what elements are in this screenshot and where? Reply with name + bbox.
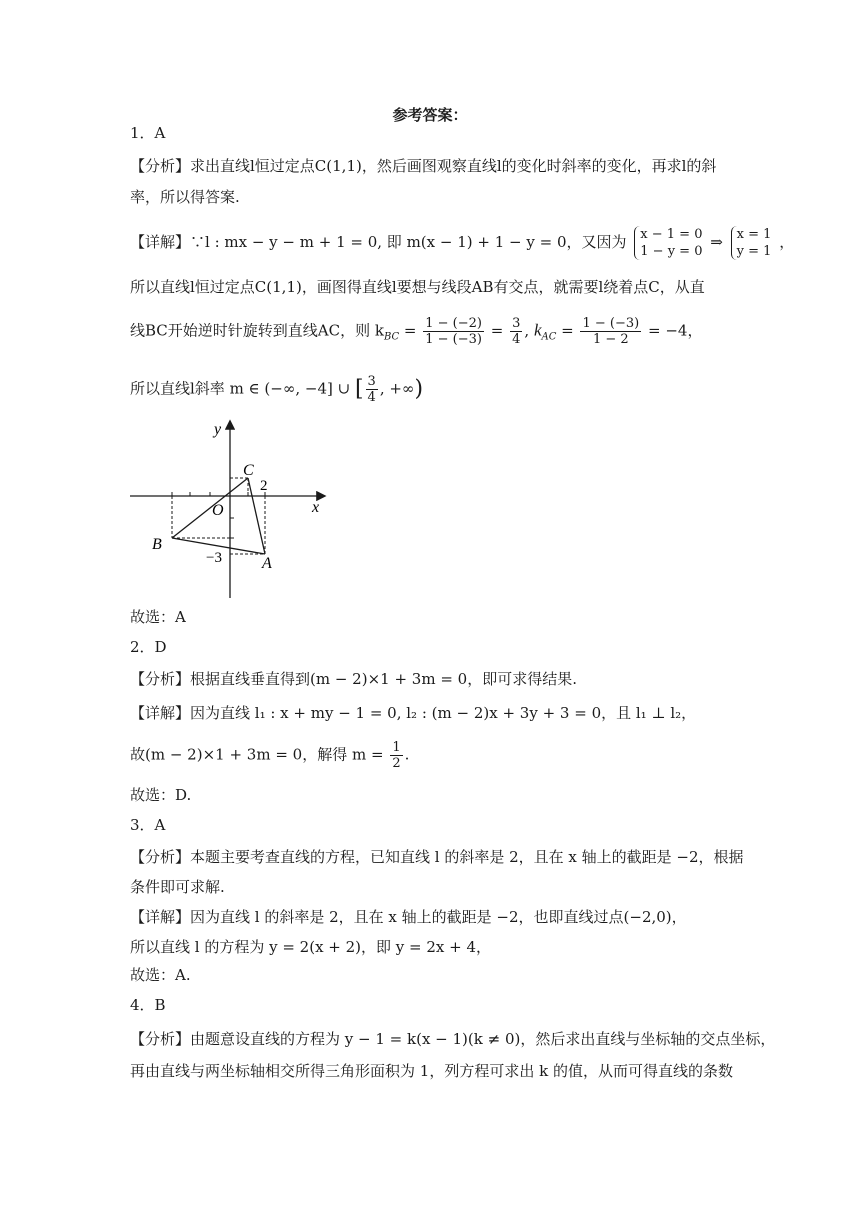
- kac-fraction: [580, 316, 641, 347]
- kbc-numerator: 1 − (−2): [425, 316, 482, 331]
- q1-range-text: 所以直线l斜率 m ∈ (−∞, −4] ∪: [130, 379, 355, 398]
- q2-solve-text: 故(m − 2)×1 + 3m = 0，解得 m =: [130, 745, 384, 764]
- kac-numerator: 1 − (−3): [582, 316, 640, 331]
- m-fraction: [390, 740, 402, 771]
- q3-number: 3．A: [130, 816, 166, 834]
- kbc-denominator: 1 − (−3): [425, 332, 482, 347]
- q1-analysis: 【分析】求出直线l恒过定点C(1,1)，然后画图观察直线l的变化时斜率的变化，再求l的斜: [130, 157, 717, 175]
- label-two: 2: [260, 478, 268, 494]
- label-c: C: [243, 462, 254, 479]
- range-den: 4: [367, 390, 376, 405]
- q2-answer: 故选：D.: [130, 786, 192, 804]
- q1-slope-intro: 线BC开始逆时针旋转到直线AC，则 k: [130, 321, 384, 340]
- q2-detail: 【详解】因为直线 l₁ : x + my − 1 = 0, l₂ : (m − 2)x + 3y + 3 = 0，且 l₁ ⊥ l₂，: [130, 704, 697, 722]
- implies-symbol: ⇒: [710, 233, 723, 251]
- equation-system-1: [634, 226, 702, 260]
- q4-analysis: 【分析】由题意设直线的方程为 y − 1 = k(x − 1)(k ≠ 0)，然后求出直线与坐标轴的交点坐标，: [130, 1030, 776, 1048]
- kac-value: = −4，: [648, 321, 703, 340]
- q4-number: 4．B: [130, 996, 166, 1014]
- q3-detail: 【详解】因为直线 l 的斜率是 2，且在 x 轴上的截距是 −2，也即直线过点(−2,0)，: [130, 908, 687, 926]
- q1-detail-line2: 所以直线l恒过定点C(1,1)，画图得直线l要想与线段AB有交点，就需要l绕着点C，从直: [130, 278, 705, 296]
- label-y: y: [214, 421, 222, 438]
- q3-detail-line2: 所以直线 l 的方程为 y = 2(x + 2)，即 y = 2x + 4，: [130, 938, 492, 956]
- label-b: B: [152, 536, 162, 553]
- label-a: A: [262, 555, 272, 572]
- label-neg3: −3: [206, 550, 222, 566]
- segment-bc: [172, 478, 248, 538]
- page-title: 参考答案：: [392, 106, 468, 124]
- q1-detail-line4: 所以直线l斜率 m ∈ (−∞, −4] ∪ [ $\frac{3}{4}$ , +∞): [130, 374, 424, 405]
- q1-number: 1．A: [130, 124, 166, 142]
- q3-answer: 故选：A.: [130, 966, 191, 984]
- comma: ，: [779, 233, 795, 251]
- label-o: O: [212, 502, 224, 519]
- kbc-fraction: [423, 316, 484, 347]
- m-numerator: 1: [392, 740, 401, 755]
- label-x: x: [312, 499, 320, 516]
- sys1-eq-a: x − 1 = 0: [640, 227, 703, 242]
- sys2-eq-a: x = 1: [736, 227, 772, 242]
- sys1-eq-b: 1 − y = 0: [640, 244, 703, 259]
- range-tail: , +∞: [379, 379, 415, 398]
- q2-detail-line2: 故(m − 2)×1 + 3m = 0，解得 m = $\frac{1}{2}$ .: [130, 740, 410, 771]
- sys2-eq-b: y = 1: [736, 244, 772, 259]
- q1-analysis-cont: 率，所以得答案.: [130, 188, 240, 206]
- m-denominator: 2: [392, 756, 401, 771]
- q2-analysis: 【分析】根据直线垂直得到(m − 2)×1 + 3m = 0，即可求得结果.: [130, 670, 577, 688]
- kbc-value-num: 3: [512, 316, 521, 331]
- q1-detail-text: 【详解】∵l : mx − y − m + 1 = 0, 即 m(x − 1) + 1 − y = 0，又因为: [130, 233, 627, 251]
- kbc-value: [510, 316, 522, 347]
- kbc-value-den: 4: [512, 332, 521, 347]
- q1-answer: 故选：A: [130, 608, 186, 626]
- q4-analysis-cont: 再由直线与两坐标轴相交所得三角形面积为 1，列方程可求出 k 的值，从而可得直线的条数: [130, 1062, 733, 1080]
- kac-denominator: 1 − 2: [592, 332, 629, 347]
- range-fraction: [366, 374, 378, 405]
- q1-detail-line1: [130, 226, 795, 260]
- q1-detail-line3: 线BC开始逆时针旋转到直线AC，则 $k_{BC}$ = $\frac{1 - (-2)}{1 - (-3)}$ = $\frac{3}{4}$ , $k_{AC}$ = $\frac{1 - (-3)}{1 - 2}$ = −4，: [130, 316, 703, 347]
- q3-analysis-cont: 条件即可求解.: [130, 878, 225, 896]
- q2-number: 2．D: [130, 638, 167, 656]
- q3-analysis: 【分析】本题主要考查直线的方程，已知直线 l 的斜率是 2，且在 x 轴上的截距是 −2，根据: [130, 848, 744, 866]
- range-num: 3: [367, 374, 376, 389]
- equation-system-2: [731, 226, 772, 260]
- coordinate-figure: [128, 416, 338, 602]
